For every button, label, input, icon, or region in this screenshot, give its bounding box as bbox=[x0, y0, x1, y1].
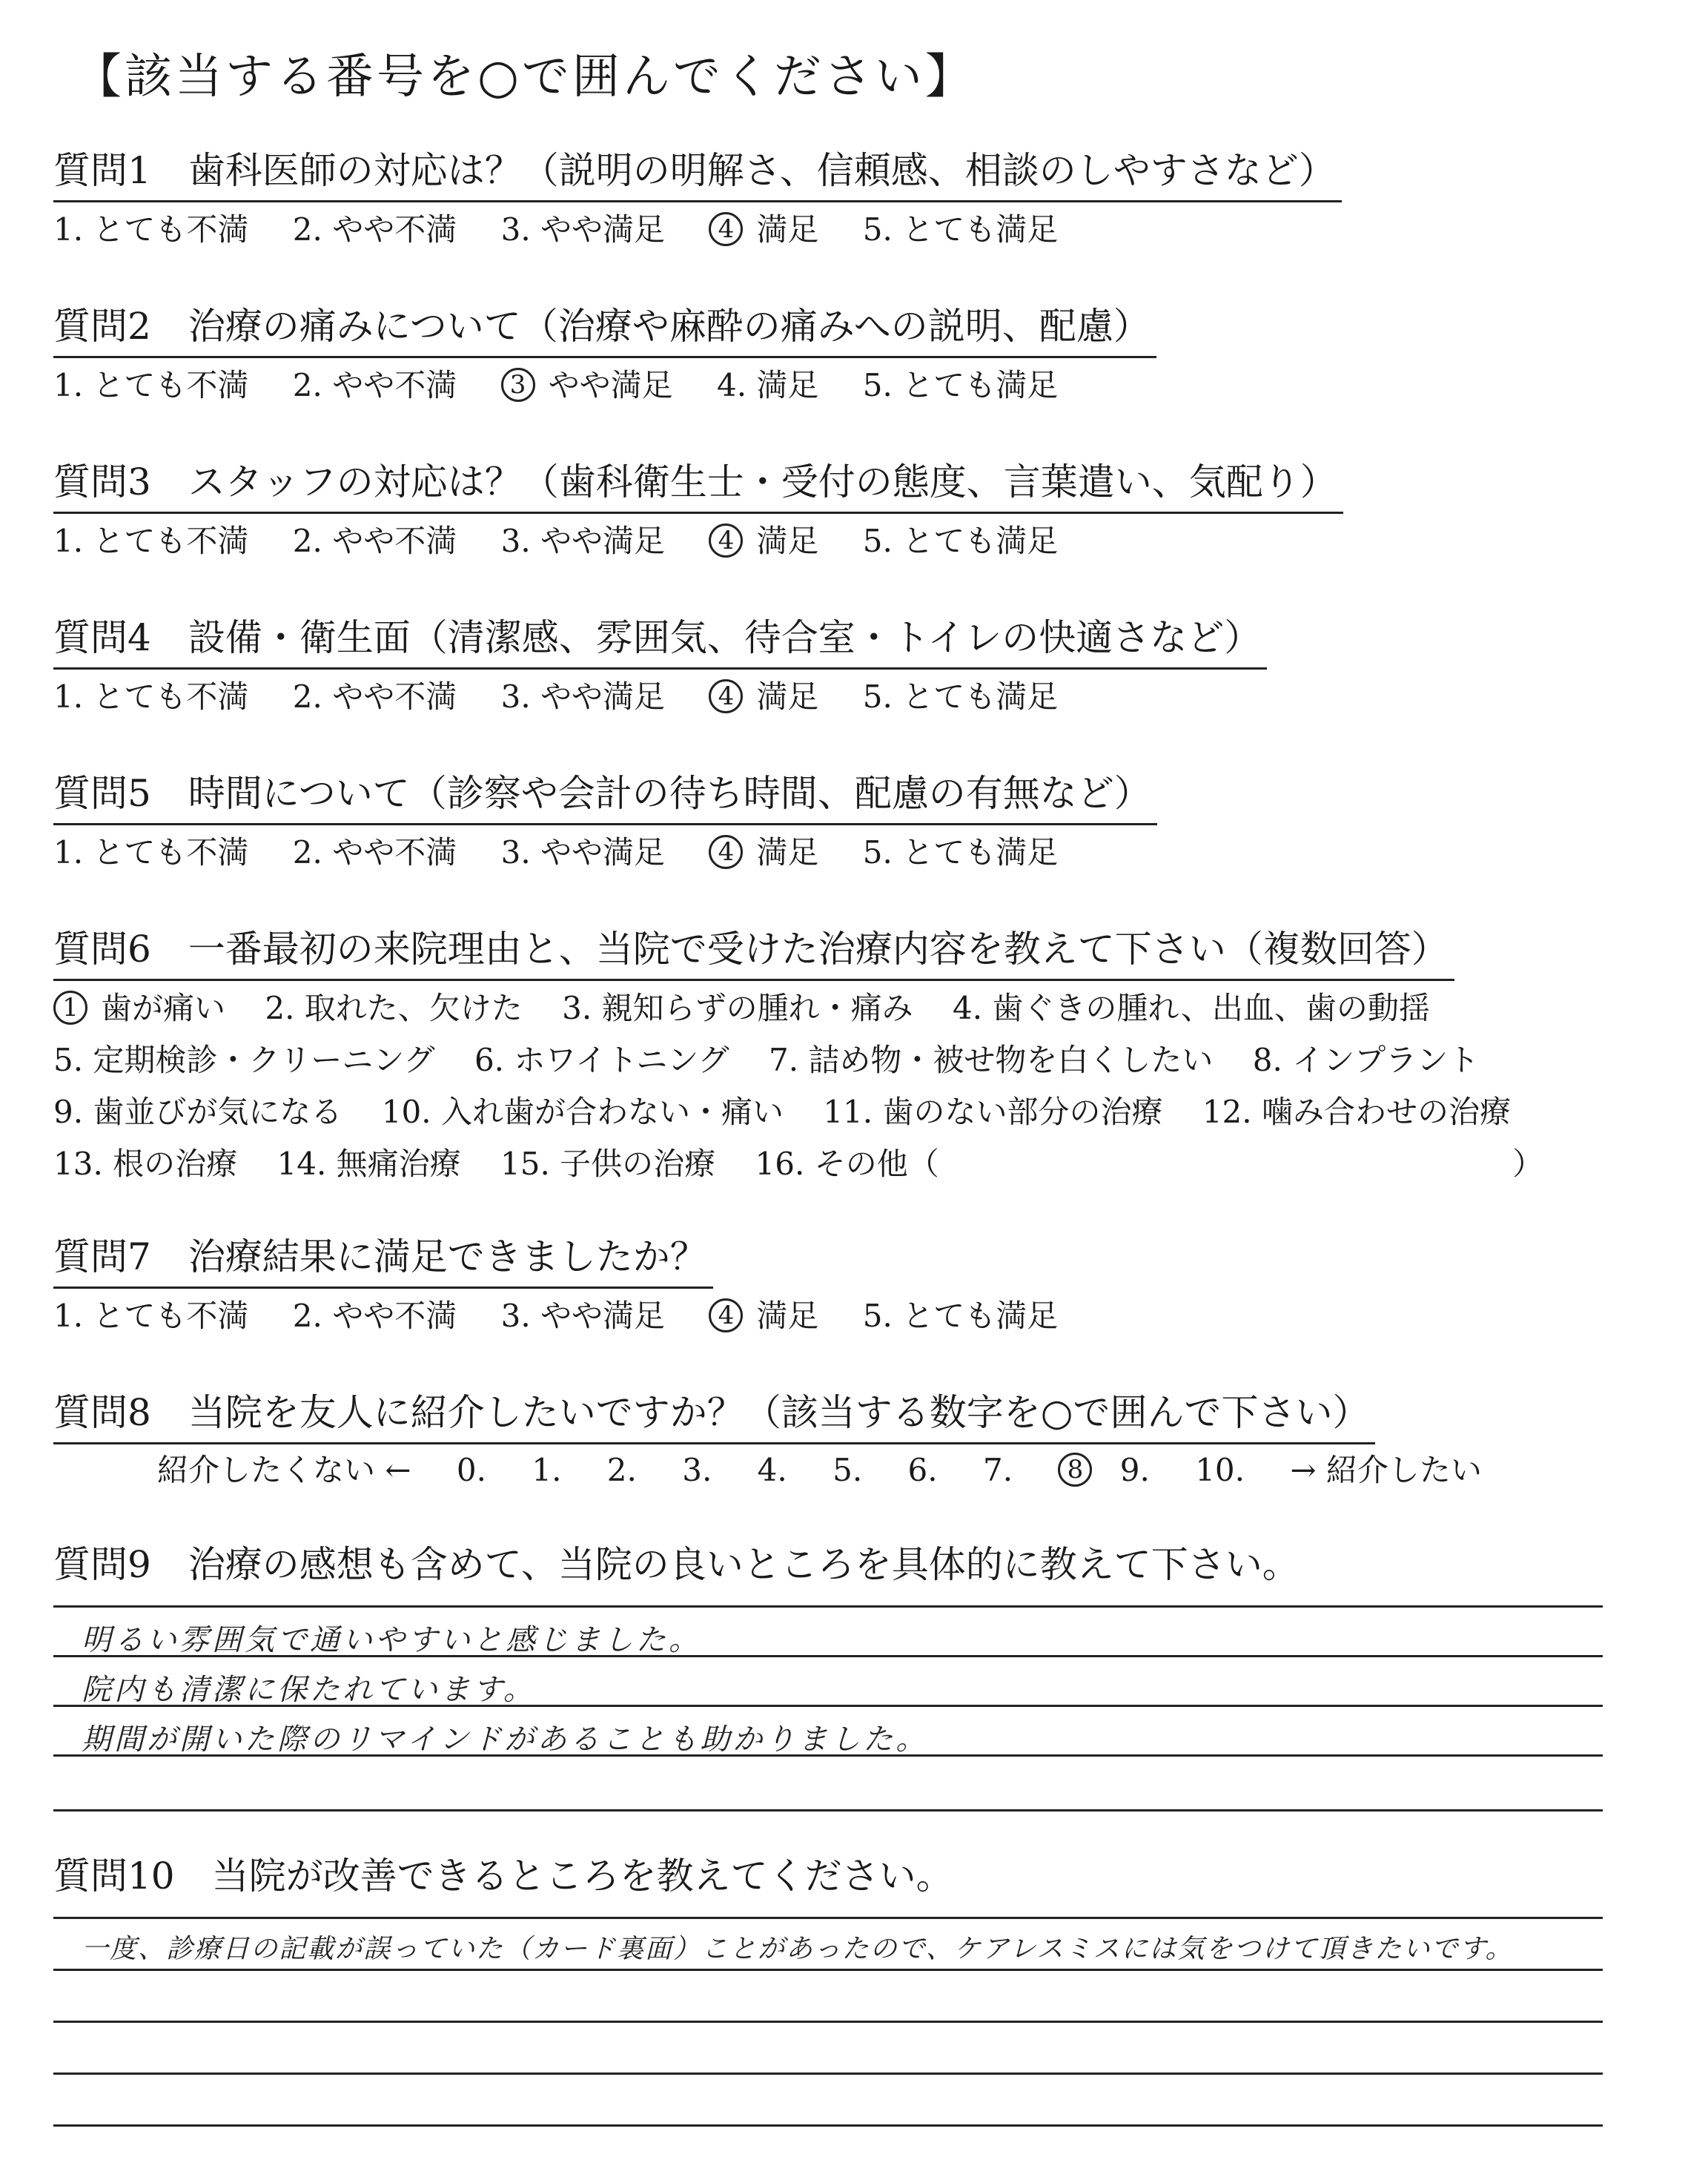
question-8-number: 質問8 bbox=[53, 1391, 151, 1434]
option-15[interactable]: 15. 子供の治療 bbox=[500, 1146, 716, 1182]
option-1-selected[interactable] bbox=[53, 982, 225, 1034]
scale-9[interactable]: 9. bbox=[1119, 1452, 1150, 1488]
option-7[interactable]: 7. 詰め物・被せ物を白くしたい bbox=[768, 1042, 1214, 1078]
option-5[interactable]: 5. とても満足 bbox=[862, 367, 1059, 403]
option-2[interactable]: 2. やや不満 bbox=[292, 834, 457, 871]
option-1[interactable]: 1. とても不満 bbox=[53, 367, 249, 403]
scale-right-label: → 紹介したい bbox=[1290, 1452, 1482, 1488]
scale-7[interactable]: 7. bbox=[982, 1452, 1013, 1488]
question-9 bbox=[53, 1535, 1305, 1594]
option-14[interactable]: 14. 無痛治療 bbox=[277, 1146, 461, 1182]
option-11[interactable]: 11. 歯のない部分の治療 bbox=[823, 1094, 1163, 1130]
option-1[interactable]: 1. とても不満 bbox=[53, 211, 249, 248]
option-5[interactable]: 5. とても満足 bbox=[862, 211, 1059, 248]
question-7-text: 治療結果に満足できましたか？ bbox=[188, 1235, 707, 1278]
question-5-options bbox=[53, 827, 1157, 879]
options-row-2 bbox=[53, 1034, 1573, 1086]
other-close-paren: ） bbox=[1512, 1146, 1544, 1182]
question-1-heading bbox=[53, 141, 1342, 202]
question-6-number: 質問6 bbox=[53, 928, 151, 971]
option-3[interactable]: 3. やや満足 bbox=[500, 1298, 666, 1334]
question-7-options bbox=[53, 1290, 1092, 1342]
option-3[interactable]: 3. 親知らずの腫れ・痛み bbox=[562, 990, 913, 1026]
circled-number: 4 bbox=[709, 835, 743, 869]
question-5-number: 質問5 bbox=[53, 772, 151, 815]
option-2[interactable]: 2. やや不満 bbox=[292, 1298, 457, 1334]
question-6-options bbox=[53, 982, 1573, 1190]
q10-answer-line-1[interactable]: 一度、診療日の記載が誤っていた（カード裏面）ことがあったので、ケアレスミスには気をつけて頂きたいです。 bbox=[82, 1934, 1514, 1964]
option-1[interactable]: 1. とても不満 bbox=[53, 834, 249, 871]
option-2[interactable]: 2. やや不満 bbox=[292, 523, 457, 559]
recommend-scale bbox=[157, 1444, 1517, 1496]
answer-line bbox=[53, 1969, 1603, 1971]
option-5[interactable]: 5. とても満足 bbox=[862, 523, 1059, 559]
option-12[interactable]: 12. 噛み合わせの治療 bbox=[1202, 1094, 1511, 1130]
q9-answer-line-1[interactable]: 明るい雰囲気で通いやすいと感じました。 bbox=[82, 1623, 701, 1657]
answer-line bbox=[53, 1809, 1603, 1811]
option-4-label: 満足 bbox=[756, 1298, 819, 1334]
options-row-3 bbox=[53, 1086, 1573, 1138]
scale-2[interactable]: 2. bbox=[606, 1452, 637, 1488]
question-4-text: 設備・衛生面（清潔感、雰囲気、待合室・トイレの快適さなど） bbox=[188, 616, 1262, 659]
option-8[interactable]: 8. インプラント bbox=[1252, 1042, 1480, 1078]
question-1 bbox=[53, 141, 1342, 256]
question-4 bbox=[53, 608, 1267, 723]
scale-1[interactable]: 1. bbox=[532, 1452, 562, 1488]
question-6-text: 一番最初の来院理由と、当院で受けた治療内容を教えて下さい（複数回答） bbox=[188, 928, 1449, 971]
options-row-4 bbox=[53, 1138, 1573, 1190]
option-4-selected[interactable] bbox=[709, 204, 818, 256]
option-4-label: 満足 bbox=[756, 834, 819, 871]
option-2[interactable]: 2. やや不満 bbox=[292, 211, 457, 248]
answer-line bbox=[53, 2021, 1603, 2023]
option-4-selected[interactable] bbox=[709, 827, 818, 879]
question-7-number: 質問7 bbox=[53, 1235, 151, 1278]
option-1[interactable]: 1. とても不満 bbox=[53, 523, 249, 559]
option-5[interactable]: 5. とても満足 bbox=[862, 678, 1059, 715]
scale-left-label: 紹介したくない ← bbox=[157, 1452, 411, 1488]
question-10-heading bbox=[53, 1846, 959, 1906]
question-2-heading bbox=[53, 297, 1156, 358]
option-9[interactable]: 9. 歯並びが気になる bbox=[53, 1094, 342, 1130]
question-4-options bbox=[53, 671, 1267, 723]
question-3-heading bbox=[53, 452, 1343, 514]
option-4-selected[interactable] bbox=[709, 671, 818, 723]
option-5[interactable]: 5. とても満足 bbox=[862, 1298, 1059, 1334]
question-6 bbox=[53, 919, 1573, 1190]
options-row-1 bbox=[53, 982, 1573, 1034]
option-2[interactable]: 2. 取れた、欠けた bbox=[265, 990, 523, 1026]
question-9-number: 質問9 bbox=[53, 1543, 151, 1586]
page-title: 【該当する番号を○で囲んでください】 bbox=[74, 50, 976, 105]
question-5-heading bbox=[53, 764, 1157, 825]
answer-line bbox=[53, 2124, 1603, 2127]
question-9-text: 治療の感想も含めて、当院の良いところを具体的に教えて下さい。 bbox=[188, 1543, 1300, 1586]
circled-number: 1 bbox=[53, 991, 87, 1025]
option-2[interactable]: 2. やや不満 bbox=[292, 367, 457, 403]
option-4-selected[interactable] bbox=[709, 1290, 818, 1342]
circled-number: 4 bbox=[709, 212, 743, 246]
question-5-text: 時間について（診察や会計の待ち時間、配慮の有無など） bbox=[188, 772, 1151, 815]
circled-number: 4 bbox=[709, 679, 743, 713]
question-2 bbox=[53, 297, 1156, 412]
option-4-label: 満足 bbox=[756, 211, 819, 248]
scale-3[interactable]: 3. bbox=[682, 1452, 712, 1488]
option-4[interactable]: 4. 歯ぐきの腫れ、出血、歯の動揺 bbox=[952, 990, 1430, 1026]
option-2[interactable]: 2. やや不満 bbox=[292, 678, 457, 715]
question-4-heading bbox=[53, 608, 1267, 670]
question-3-options bbox=[53, 515, 1343, 567]
question-4-number: 質問4 bbox=[53, 616, 151, 659]
question-1-text: 歯科医師の対応は？（説明の明解さ、信頼感、相談のしやすさなど） bbox=[188, 149, 1336, 192]
option-3[interactable]: 3. やや満足 bbox=[500, 523, 666, 559]
question-10 bbox=[53, 1846, 959, 1906]
option-10[interactable]: 10. 入れ歯が合わない・痛い bbox=[381, 1094, 784, 1130]
option-3[interactable]: 3. やや満足 bbox=[500, 211, 666, 248]
scale-10[interactable]: 10. bbox=[1195, 1452, 1245, 1488]
option-5[interactable]: 5. とても満足 bbox=[862, 834, 1059, 871]
circled-number: 4 bbox=[709, 1298, 743, 1332]
option-6[interactable]: 6. ホワイトニング bbox=[474, 1042, 729, 1078]
option-3-label: やや満足 bbox=[548, 367, 673, 403]
option-3-selected[interactable] bbox=[501, 360, 673, 412]
answer-line bbox=[53, 2073, 1603, 2075]
q9-answer-line-3[interactable]: 期間が開いた際のリマインドがあることも助かりました。 bbox=[82, 1723, 929, 1757]
option-3[interactable]: 3. やや満足 bbox=[500, 678, 666, 715]
question-3-number: 質問3 bbox=[53, 460, 151, 503]
scale-0[interactable]: 0. bbox=[456, 1452, 486, 1488]
question-8-heading bbox=[53, 1383, 1375, 1444]
option-13[interactable]: 13. 根の治療 bbox=[53, 1146, 238, 1182]
scale-6[interactable]: 6. bbox=[907, 1452, 938, 1488]
question-2-options bbox=[53, 360, 1156, 412]
question-8 bbox=[53, 1383, 1517, 1496]
option-1[interactable]: 1. とても不満 bbox=[53, 1298, 249, 1334]
option-5[interactable]: 5. 定期検診・クリーニング bbox=[53, 1042, 435, 1078]
option-4[interactable]: 4. 満足 bbox=[716, 367, 819, 403]
question-7 bbox=[53, 1227, 1092, 1342]
answer-line bbox=[53, 1917, 1603, 1919]
option-4-selected[interactable] bbox=[709, 515, 818, 567]
circled-number: 3 bbox=[501, 368, 535, 402]
scale-4[interactable]: 4. bbox=[757, 1452, 787, 1488]
question-3 bbox=[53, 452, 1343, 567]
circled-number: 4 bbox=[709, 524, 743, 558]
option-4-label: 満足 bbox=[756, 678, 819, 715]
question-10-text: 当院が改善できるところを教えてください。 bbox=[211, 1855, 953, 1898]
q9-answer-line-2[interactable]: 院内も清潔に保たれています。 bbox=[82, 1673, 536, 1707]
scale-5[interactable]: 5. bbox=[833, 1452, 863, 1488]
option-16[interactable]: 16. その他（ bbox=[755, 1146, 939, 1182]
question-2-number: 質問2 bbox=[53, 305, 151, 348]
question-2-text: 治療の痛みについて（治療や麻酔の痛みへの説明、配慮） bbox=[188, 305, 1151, 348]
option-3[interactable]: 3. やや満足 bbox=[500, 834, 666, 871]
question-3-text: スタッフの対応は？（歯科衛生士・受付の態度、言葉遣い、気配り） bbox=[188, 460, 1337, 503]
question-6-heading bbox=[53, 919, 1454, 981]
question-5 bbox=[53, 764, 1157, 879]
scale-8-selected[interactable]: 8 bbox=[1058, 1453, 1092, 1487]
option-4-label: 満足 bbox=[756, 523, 819, 559]
question-10-number: 質問10 bbox=[53, 1855, 175, 1898]
option-1[interactable]: 1. とても不満 bbox=[53, 678, 249, 715]
option-1-label: 歯が痛い bbox=[101, 990, 226, 1026]
answer-line bbox=[53, 1605, 1603, 1608]
question-7-heading bbox=[53, 1227, 713, 1289]
question-1-options bbox=[53, 204, 1342, 256]
question-9-heading bbox=[53, 1535, 1305, 1594]
question-8-text: 当院を友人に紹介したいですか？（該当する数字を○で囲んで下さい） bbox=[188, 1391, 1370, 1434]
question-1-number: 質問1 bbox=[53, 149, 151, 192]
